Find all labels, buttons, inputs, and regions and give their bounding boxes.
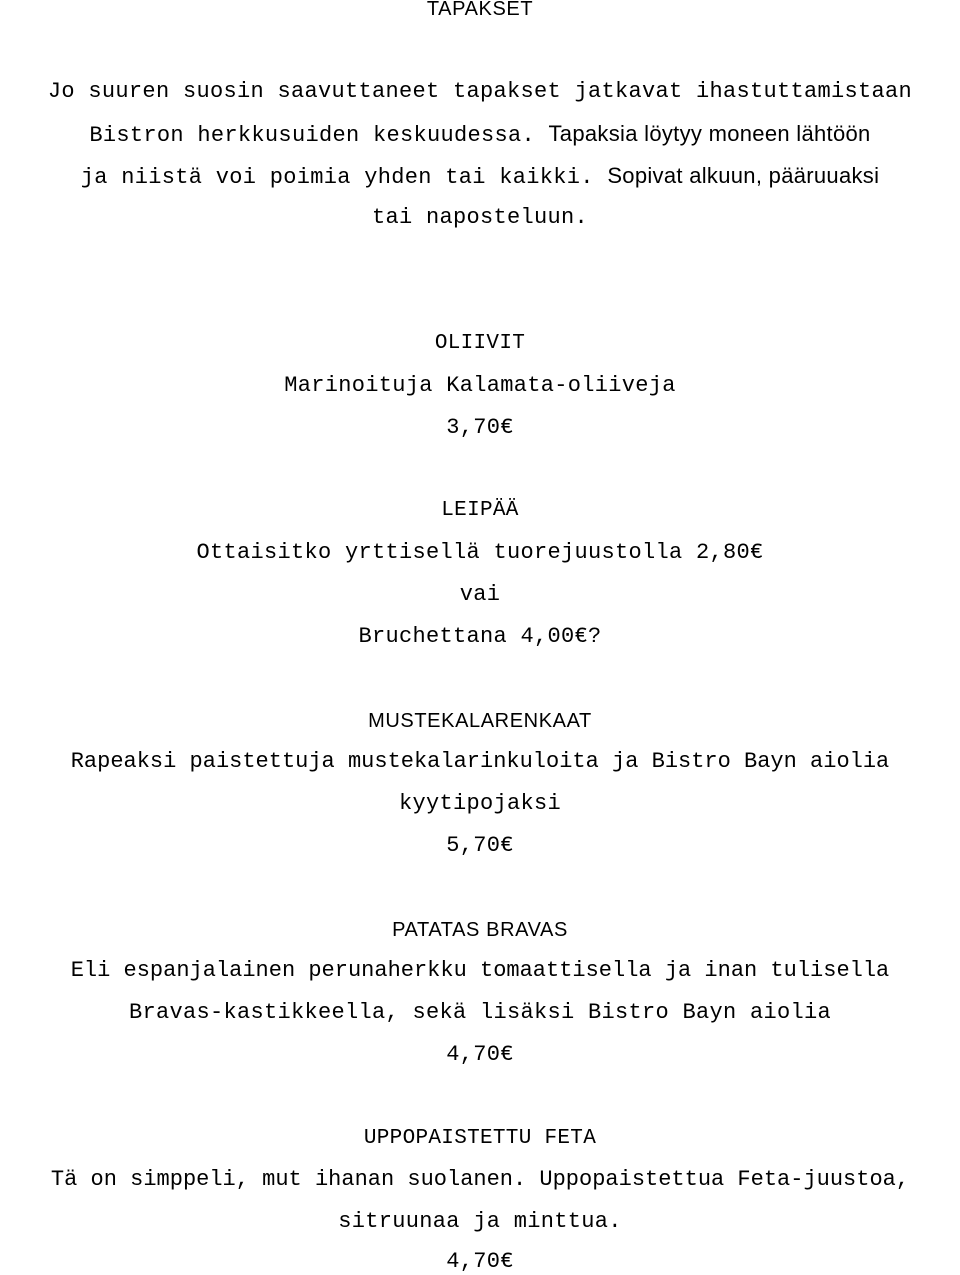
item-description: kyytipojaksi: [398, 791, 562, 816]
intro-line-1: Jo suuren suosin saavuttaneet tapakset jatkavat ihastuttamistaan: [47, 79, 913, 104]
intro-line-3-b: Sopivat alkuun, pääruuaksi: [607, 163, 880, 188]
page-title: TAPAKSET: [426, 0, 534, 20]
item-price: 4,70€: [446, 1042, 514, 1067]
item-price: 5,70€: [446, 833, 514, 858]
item-name-uppopaistettu-feta: UPPOPAISTETTU FETA: [363, 1127, 597, 1150]
item-name-oliivit: OLIIVIT: [434, 332, 526, 355]
intro-line-3: [0, 163, 960, 191]
item-price: 4,70€: [446, 1249, 514, 1274]
item-description: Bravas-kastikkeella, sekä lisäksi Bistro Bayn aiolia: [128, 1000, 832, 1025]
intro-line-2-b: Tapaksia löytyy moneen lähtöön: [548, 121, 871, 146]
intro-line-4: tai naposteluun.: [371, 205, 589, 230]
item-description: Marinoituja Kalamata-oliiveja: [284, 373, 676, 398]
item-price: 3,70€: [446, 415, 514, 440]
item-description: Tä on simppeli, mut ihanan suolanen. Uppopaistettua Feta-juustoa,: [50, 1167, 910, 1192]
item-description: Eli espanjalainen perunaherkku tomaattisella ja inan tulisella: [70, 958, 890, 983]
item-description: vai: [459, 582, 501, 607]
item-name-patatas-bravas: PATATAS BRAVAS: [392, 919, 568, 941]
intro-line-2-a: Bistron herkkusuiden keskuudessa.: [89, 123, 535, 148]
item-description: Rapeaksi paistettuja mustekalarinkuloita ja Bistro Bayn aiolia: [70, 749, 890, 774]
item-name-leipaa: LEIPÄÄ: [441, 499, 519, 522]
intro-line-3-a: ja niistä voi poimia yhden tai kaikki.: [80, 165, 594, 190]
intro-line-2: [0, 121, 960, 149]
item-name-mustekalarenkaat: MUSTEKALARENKAAT: [368, 710, 592, 732]
item-description: sitruunaa ja minttua.: [338, 1209, 622, 1234]
item-description: Bruchettana 4,00€?: [358, 624, 602, 649]
item-description: Ottaisitko yrttisellä tuorejuustolla 2,80€: [196, 540, 764, 565]
